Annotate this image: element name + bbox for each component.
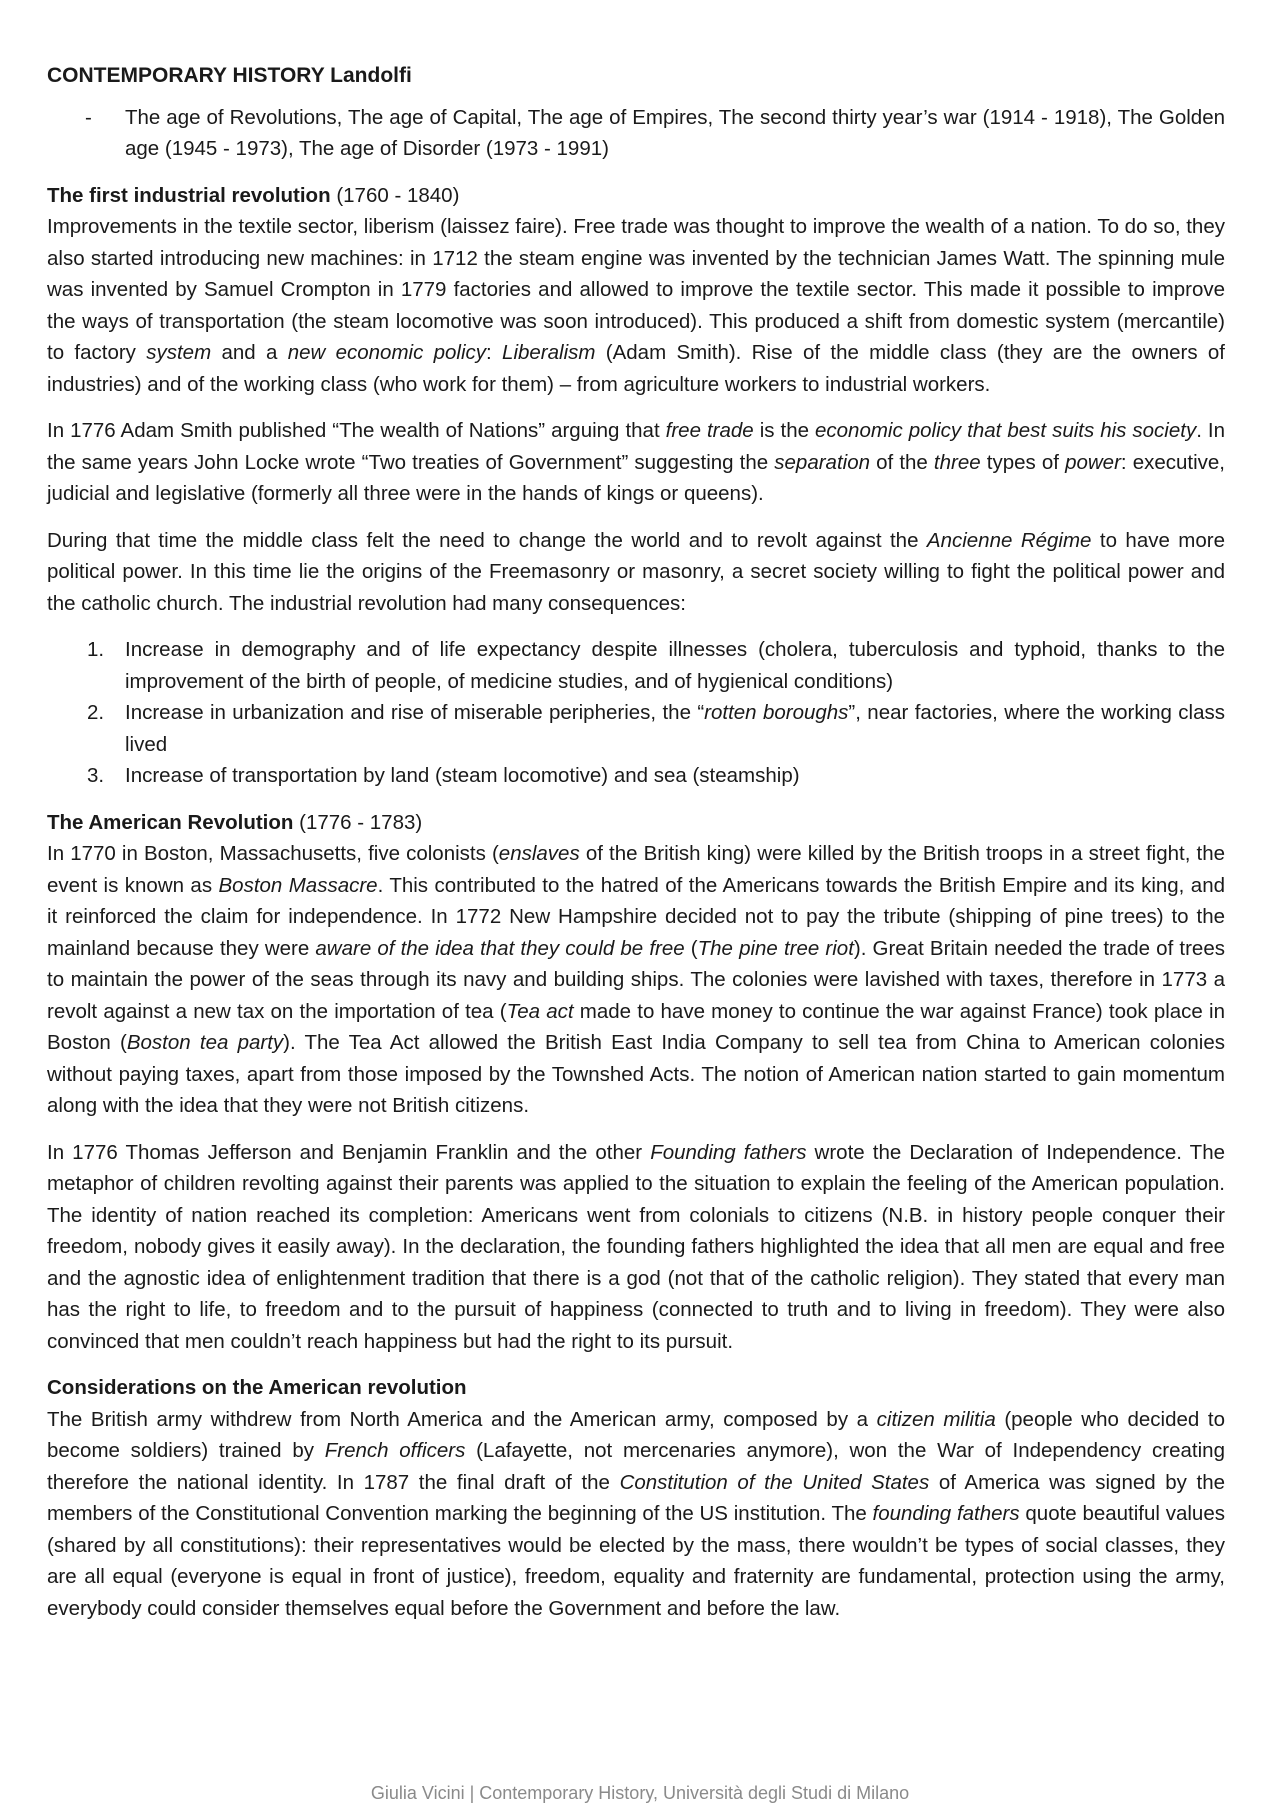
list-item-text: Increase of transportation by land (steam locomotive) and sea (steamship): [125, 764, 800, 787]
section-heading-industrial-revolution: [47, 180, 1225, 212]
section-title: The American Revolution: [47, 810, 294, 834]
paragraph: The British army withdrew from North America and the American army, composed by a citizen militia (people who decided to become soldiers) trained by French officers (Lafayette, not mercenaries anymore), won the War of Independency creating therefore the national identity. In 1787 the final draft of the Constitution of the United States of America was signed by the members of the Constitutional Convention marking the beginning of the US institution. The founding fathers quote beautiful values (shared by all constitutions): their representatives would be elected by the mass, there wouldn’t be types of social classes, they are all equal (everyone is equal in front of justice), freedom, equality and fraternity are fundamental, protection using the army, everybody could consider themselves equal before the Government and before the law.: [47, 1407, 1226, 1620]
list-item: [47, 760, 1225, 792]
list-item: [47, 102, 1225, 165]
list-item-text: Increase in demography and of life expectancy despite illnesses (cholera, tuberculosis and typhoid, thanks to the improvement of the birth of people, of medicine studies, and of hygienical conditions): [125, 638, 1225, 693]
paragraph: In 1776 Thomas Jefferson and Benjamin Franklin and the other Founding fathers wrote the Declaration of Independence. The metaphor of children revolting against their parents was applied to the situation to explain the feeling of the American population. The identity of nation reached its completion: Americans went from colonials to citizens (N.B. in history people conquer their freedom, nobody gives it easily away). In the declaration, the founding fathers highlighted the idea that all men are equal and free and the agnostic idea of enlightenment tradition that there is a god (not that of the catholic religion). They stated that every man has the right to life, to freedom and to the pursuit of happiness (connected to truth and to living in freedom). They were also convinced that men couldn’t reach happiness but had the right to its pursuit.: [47, 1140, 1225, 1353]
list-item: [47, 634, 1225, 697]
list-number: 2.: [87, 701, 105, 724]
list-item-text: The age of Revolutions, The age of Capital, The age of Empires, The second thirty year’s war (1914 - 1918), The Golden age (1945 - 1973), The age of Disorder (1973 - 1991): [125, 105, 1225, 160]
consequences-list: [47, 634, 1225, 792]
paragraph: Improvements in the textile sector, liberism (laissez faire). Free trade was thought to improve the wealth of a nation. To do so, they also started introducing new machines: in 1712 the steam engine was invented by the technician James Watt. The spinning mule was invented by Samuel Crompton in 1779 factories and allowed to improve the textile sector. This made it possible to improve the ways of transportation (the steam locomotive was soon introduced). This produced a shift from domestic system (mercantile) to factory system and a new economic policy: Liberalism (Adam Smith). Rise of the middle class (they are the owners of industries) and of the working class (who work for them) – from agriculture workers to industrial workers.: [47, 215, 1225, 396]
intro-list: [47, 102, 1225, 165]
section-heading-american-revolution: [47, 807, 1225, 839]
list-item: 2. Increase in urbanization and rise of miserable peripheries, the “rotten boroughs”, near factories, where the working class lived: [47, 697, 1225, 760]
section-dates: (1776 - 1783): [299, 810, 423, 834]
document-page: [47, 60, 1225, 1639]
list-marker: -: [85, 105, 92, 129]
list-number: 1.: [87, 638, 105, 661]
paragraph: In 1770 in Boston, Massachusetts, five colonists (enslaves of the British king) were killed by the British troops in a street fight, the event is known as Boston Massacre. This contributed to the hatred of the Americans towards the British Empire and its king, and it reinforced the claim for independence. In 1772 New Hampshire decided not to pay the tribute (shipping of pine trees) to the mainland because they were aware of the idea that they could be free (The pine tree riot). Great Britain needed the trade of trees to maintain the power of the seas through its navy and building ships. The colonies were lavished with taxes, therefore in 1773 a revolt against a new tax on the importation of tea (Tea act made to have money to continue the war against France) took place in Boston (Boston tea party). The Tea Act allowed the British East India Company to sell tea from China to American colonies without paying taxes, apart from those imposed by the Townshed Acts. The notion of American nation started to gain momentum along with the idea that they were not British citizens.: [47, 842, 1226, 1117]
section-title: Considerations on the American revolution: [47, 1376, 467, 1399]
document-title: CONTEMPORARY HISTORY Landolfi: [47, 64, 412, 87]
paragraph: During that time the middle class felt the need to change the world and to revolt against the Ancienne Régime to have more political power. In this time lie the origins of the Freemasonry or masonry, a secret society willing to fight the political power and the catholic church. The industrial revolution had many consequences:: [47, 528, 1226, 615]
list-number: 3.: [87, 764, 105, 787]
section-heading-considerations: [47, 1372, 1225, 1404]
paragraph: In 1776 Adam Smith published “The wealth of Nations” arguing that free trade is the economic policy that best suits his society. In the same years John Locke wrote “Two treaties of Government” suggesting the separation of the three types of power: executive, judicial and legislative (formerly all three were in the hands of kings or queens).: [47, 419, 1226, 505]
section-dates: (1760 - 1840): [336, 183, 460, 207]
page-footer: Giulia Vicini | Contemporary History, Università degli Studi di Milano: [370, 1783, 910, 1803]
section-title: The first industrial revolution: [47, 183, 331, 207]
